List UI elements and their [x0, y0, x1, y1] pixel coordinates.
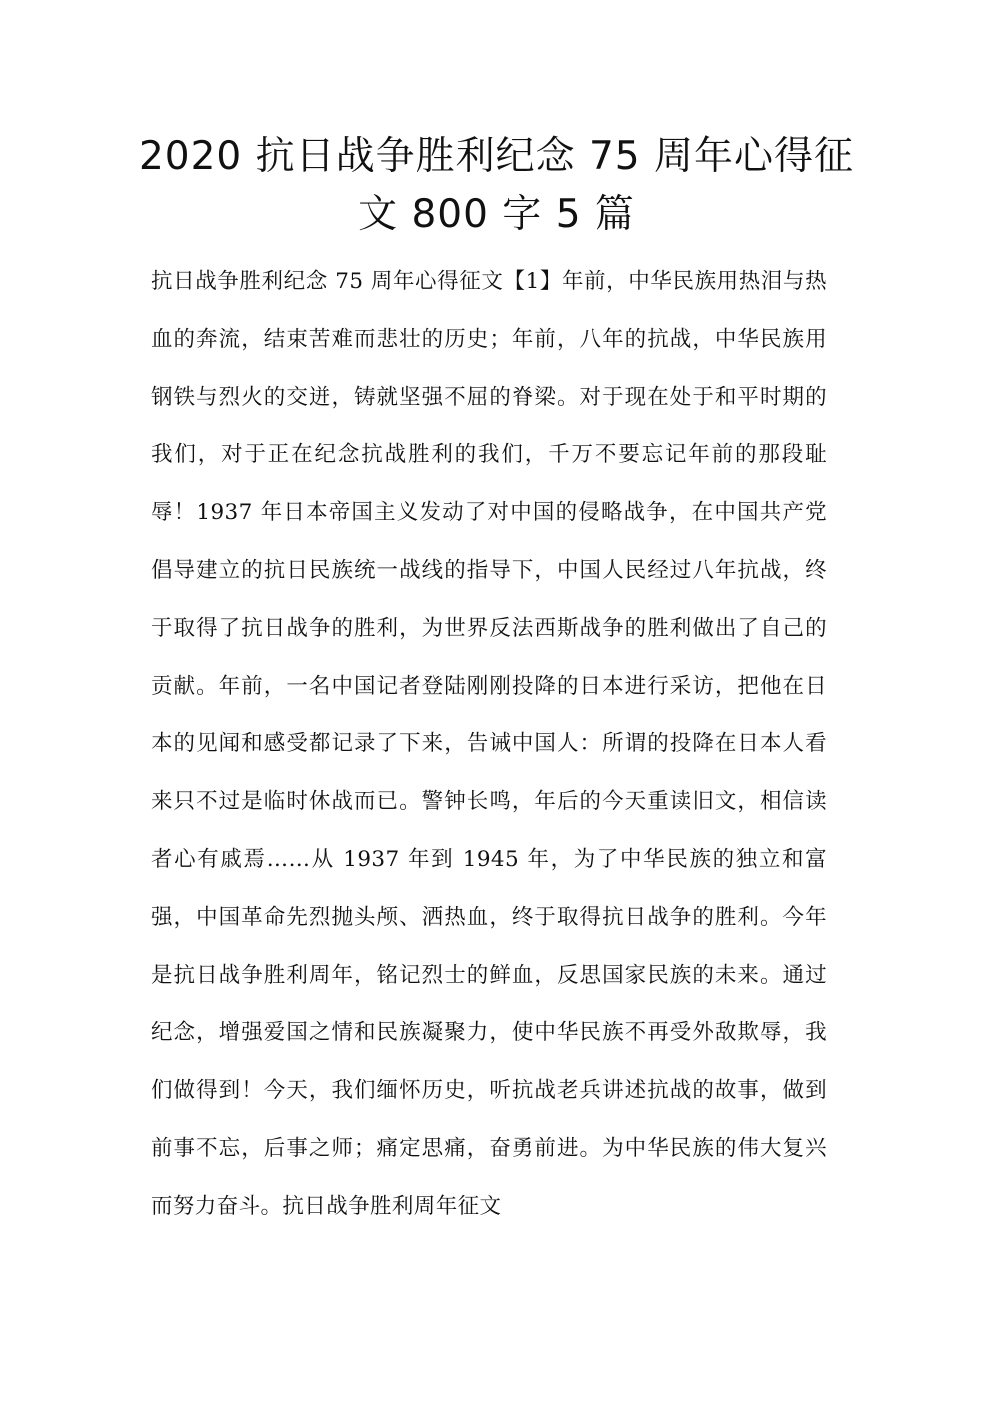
document-title: [120, 128, 873, 244]
title-line-2: 文 800 字 5 篇: [358, 192, 635, 237]
body-paragraph: 抗日战争胜利纪念 75 周年心得征文【1】年前，中华民族用热泪与热血的奔流，结束苦难而悲壮的历史；年前，八年的抗战，中华民族用钢铁与烈火的交迸，铸就坚强不屈的脊梁。对于现在处于和平时期的我们，对于正在纪念抗战胜利的我们，千万不要忘记年前的那段耻辱！1937 年日本帝国主义发动了对中国的侵略战争，在中国共产党倡导建立的抗日民族统一战线的指导下，中国人民经过八年抗战，终于取得了抗日战争的胜利，为世界反法西斯战争的胜利做出了自己的贡献。年前，一名中国记者登陆刚刚投降的日本进行采访，把他在日本的见闻和感受都记录了下来，告诫中国人：所谓的投降在日本人看来只不过是临时休战而已。警钟长鸣，年后的今天重读旧文，相信读者心有戚焉……从 1937 年到 1945 年，为了中华民族的独立和富强，中国革命先烈抛头颅、洒热血，终于取得抗日战争的胜利。今年是抗日战争胜利周年，铭记烈士的鲜血，反思国家民族的未来。通过纪念，增强爱国之情和民族凝聚力，使中华民族不再受外敌欺辱，我们做得到！今天，我们缅怀历史，听抗战老兵讲述抗战的故事，做到前事不忘，后事之师；痛定思痛，奋勇前进。为中华民族的伟大复兴而努力奋斗。抗日战争胜利周年征文: [151, 269, 827, 1219]
title-line-1: 2020 抗日战争胜利纪念 75 周年心得征: [138, 134, 855, 179]
